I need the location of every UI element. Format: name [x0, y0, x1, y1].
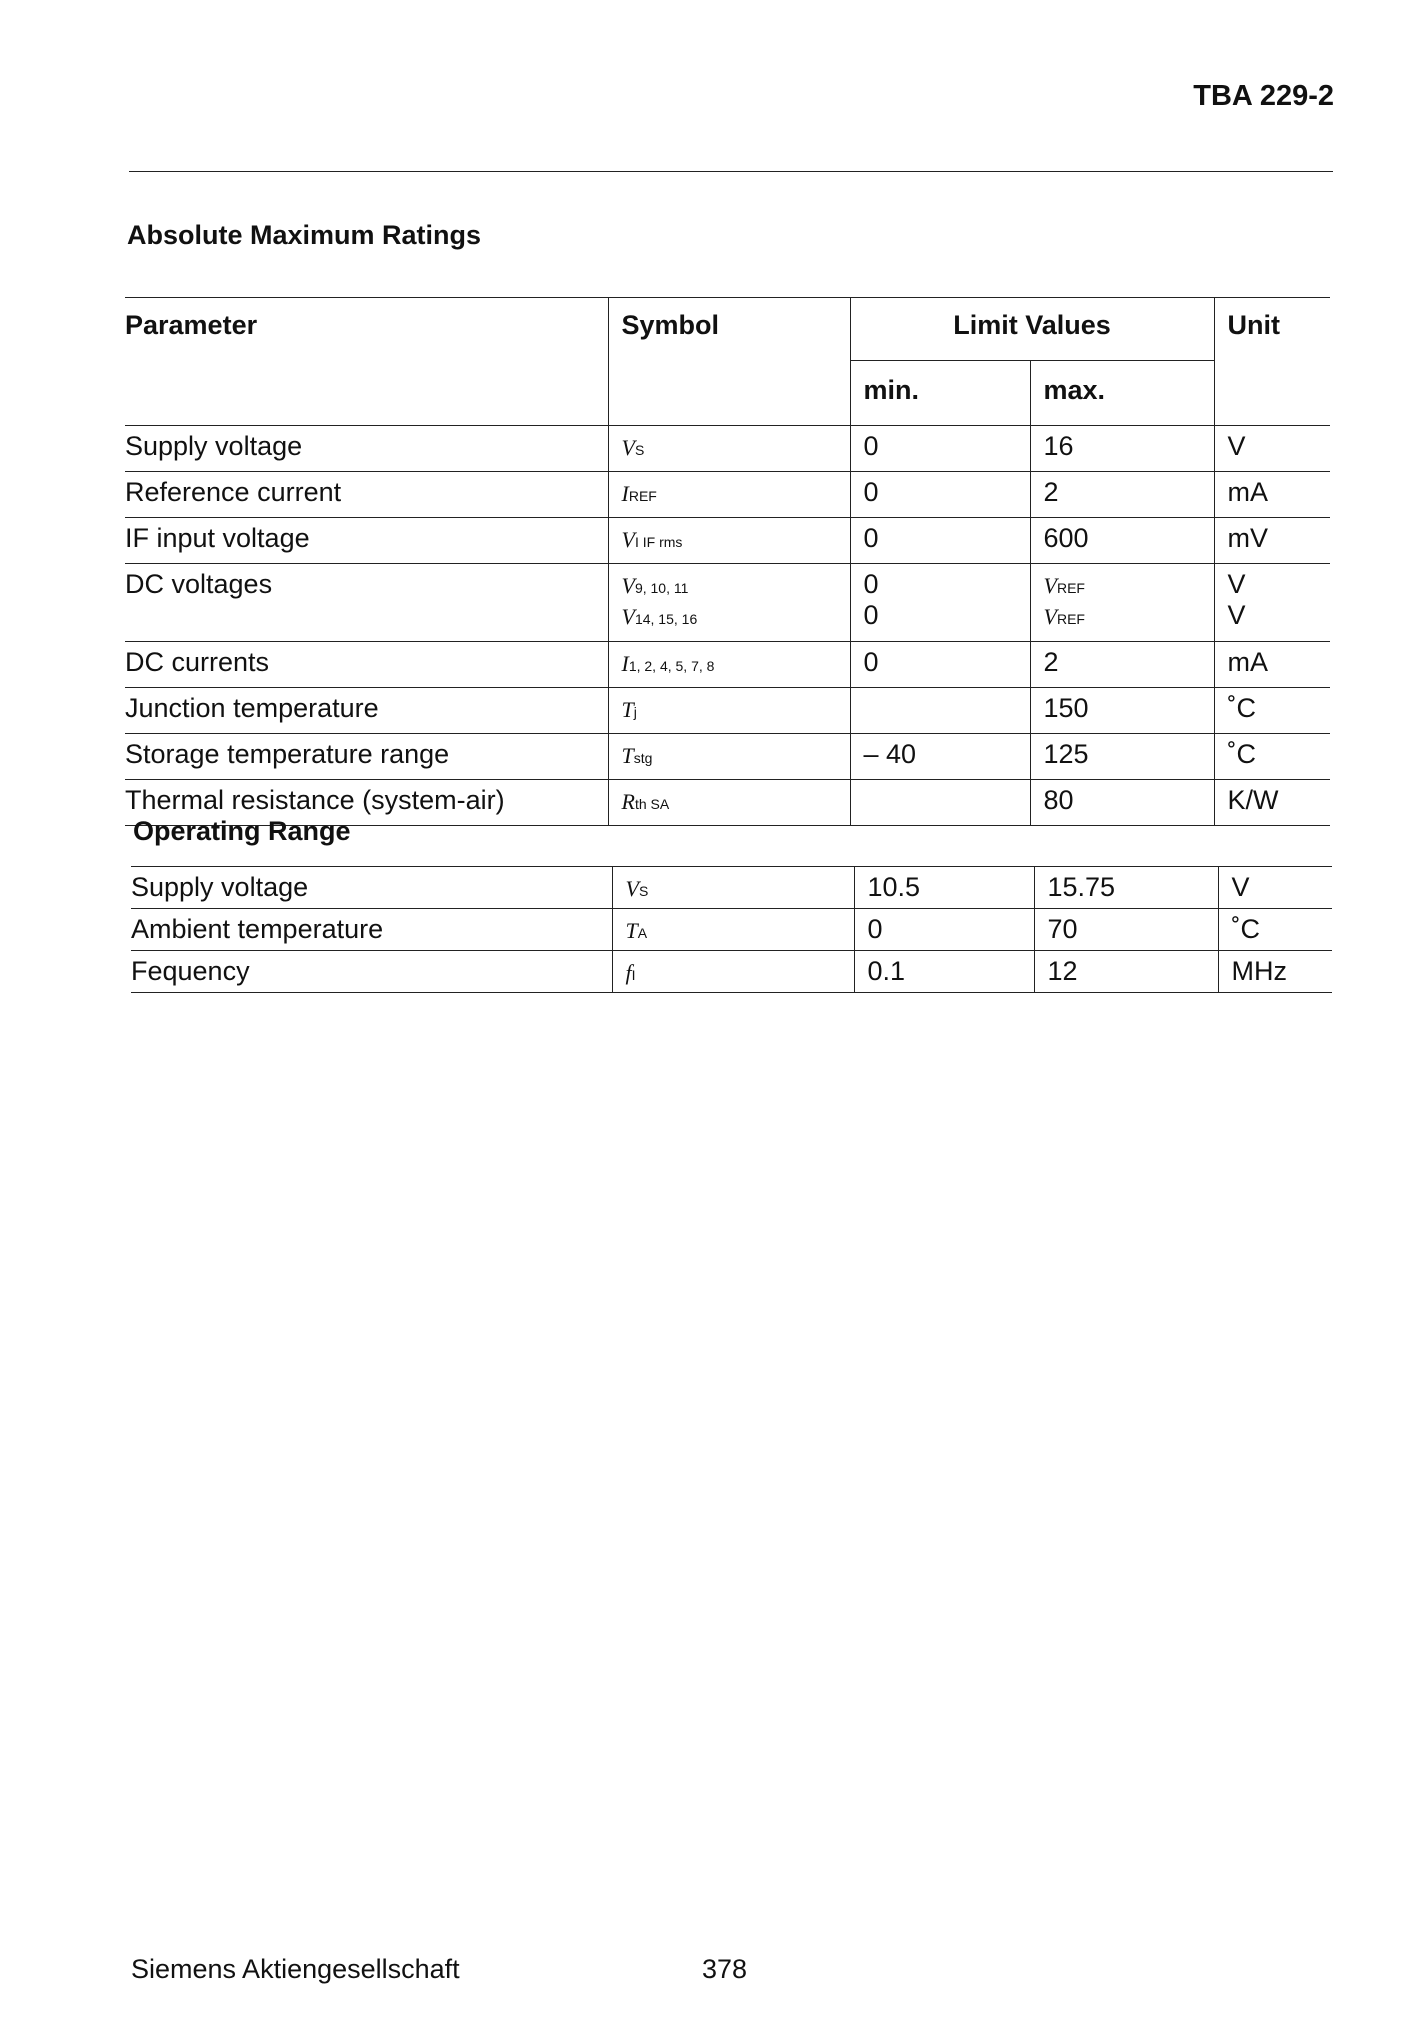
max-cell: 125: [1030, 734, 1214, 780]
min-cell: 0.1: [854, 951, 1034, 993]
min-cell: 0 0: [850, 564, 1030, 642]
table-row: [131, 951, 1332, 993]
max-cell: 80: [1030, 780, 1214, 826]
unit-cell: MHz: [1218, 951, 1332, 993]
max-cell: 70: [1034, 909, 1218, 951]
max-cell: 16: [1030, 426, 1214, 472]
table-row: [125, 426, 1330, 472]
param-cell: IF input voltage: [125, 518, 608, 564]
footer-company: Siemens Aktiengesellschaft: [131, 1954, 460, 1984]
param-cell: Reference current: [125, 472, 608, 518]
header-divider: [129, 171, 1333, 172]
operating-range-table: [131, 866, 1332, 993]
param-cell: Junction temperature: [125, 688, 608, 734]
param-cell: Fequency: [131, 951, 612, 993]
param-cell: Supply voltage: [131, 867, 612, 909]
table-row: [125, 688, 1330, 734]
min-cell: [850, 780, 1030, 826]
min-cell: 0: [850, 642, 1030, 688]
symbol-cell: Tj: [608, 688, 850, 734]
max-cell: 15.75: [1034, 867, 1218, 909]
symbol-cell: VS: [612, 867, 854, 909]
symbol-cell: fI: [612, 951, 854, 993]
header-unit: Unit: [1214, 298, 1330, 426]
header-max: max.: [1030, 361, 1214, 426]
param-cell: DC voltages: [125, 564, 608, 642]
table-row: [125, 564, 1330, 642]
symbol-cell: IREF: [608, 472, 850, 518]
header-symbol: Symbol: [608, 298, 850, 426]
unit-cell: V: [1218, 867, 1332, 909]
absolute-max-table: [125, 297, 1330, 826]
max-cell: 12: [1034, 951, 1218, 993]
table-row: [125, 518, 1330, 564]
symbol-cell: TA: [612, 909, 854, 951]
symbol-cell: I1, 2, 4, 5, 7, 8: [608, 642, 850, 688]
min-cell: 0: [850, 426, 1030, 472]
unit-cell: ˚C: [1214, 734, 1330, 780]
page-number: 378: [702, 1954, 748, 1984]
symbol-cell: VI IF rms: [608, 518, 850, 564]
table-row: [125, 642, 1330, 688]
param-cell: Ambient temperature: [131, 909, 612, 951]
min-cell: – 40: [850, 734, 1030, 780]
table-row: [131, 909, 1332, 951]
unit-cell: V V: [1214, 564, 1330, 642]
table-row: [125, 472, 1330, 518]
operating-range-heading: Operating Range: [133, 816, 351, 846]
max-cell: 600: [1030, 518, 1214, 564]
unit-cell: ˚C: [1214, 688, 1330, 734]
max-cell: 150: [1030, 688, 1214, 734]
param-cell: DC currents: [125, 642, 608, 688]
max-cell: 2: [1030, 642, 1214, 688]
table-row: [125, 734, 1330, 780]
symbol-cell: Rth SA: [608, 780, 850, 826]
min-cell: 0: [854, 909, 1034, 951]
max-cell: VREF VREF: [1030, 564, 1214, 642]
unit-cell: mV: [1214, 518, 1330, 564]
min-cell: 10.5: [854, 867, 1034, 909]
header-parameter: Parameter: [125, 298, 608, 426]
symbol-cell: V9, 10, 11 V14, 15, 16: [608, 564, 850, 642]
header-limit-values: Limit Values: [850, 298, 1214, 361]
param-cell: Thermal resistance (system-air): [125, 780, 608, 826]
symbol-cell: Tstg: [608, 734, 850, 780]
header-min: min.: [850, 361, 1030, 426]
absolute-max-heading: Absolute Maximum Ratings: [127, 220, 482, 250]
min-cell: 0: [850, 472, 1030, 518]
unit-cell: V: [1214, 426, 1330, 472]
min-cell: [850, 688, 1030, 734]
min-cell: 0: [850, 518, 1030, 564]
unit-cell: ˚C: [1218, 909, 1332, 951]
unit-cell: mA: [1214, 642, 1330, 688]
param-cell: Storage temperature range: [125, 734, 608, 780]
max-cell: 2: [1030, 472, 1214, 518]
unit-cell: mA: [1214, 472, 1330, 518]
table-row: [131, 867, 1332, 909]
unit-cell: K/W: [1214, 780, 1330, 826]
document-title: TBA 229-2: [1193, 80, 1334, 112]
param-cell: Supply voltage: [125, 426, 608, 472]
symbol-cell: VS: [608, 426, 850, 472]
